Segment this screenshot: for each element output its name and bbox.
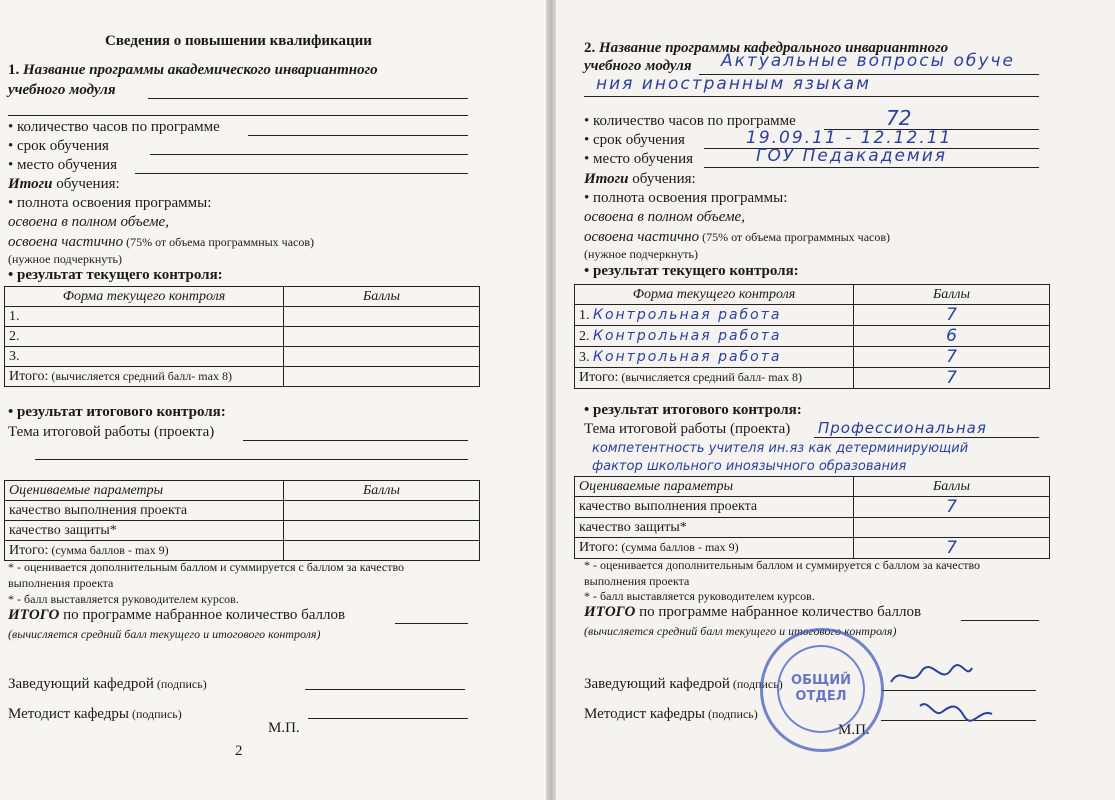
methodist-signature-label: Методист кафедры (подпись) — [584, 706, 758, 722]
topic-label: Тема итоговой работы (проекта) — [584, 421, 791, 437]
head-signature-line — [881, 690, 1036, 691]
footnote-1a: * - оценивается дополнительным баллом и суммируется с баллом за качество — [584, 558, 981, 572]
current-control-table — [4, 286, 480, 387]
program-label-2: учебного модуля — [8, 82, 116, 98]
term-value: 19.09.11 - 12.12.11 — [746, 128, 953, 148]
header-points: Баллы — [854, 285, 1050, 305]
stamp-text-1: ОБЩИЙ — [791, 673, 851, 688]
underline-note: (нужное подчеркнуть) — [8, 252, 122, 266]
term-line — [150, 154, 468, 155]
table-row — [5, 501, 480, 521]
mp-label: М.П. — [838, 722, 870, 738]
program-label-2: учебного модуля — [584, 58, 692, 74]
itogo-note: (вычисляется средний балл текущего и итогового контроля) — [584, 624, 897, 638]
topic-value-3: фактор школьного иноязычного образования — [592, 459, 907, 474]
points-cell — [284, 521, 480, 541]
topic-value-2: компетентность учителя ин.яз как детерминирующий — [592, 441, 969, 456]
stamp-text-2: ОТДЕЛ — [795, 689, 847, 704]
official-stamp-icon — [760, 628, 884, 752]
table-row — [5, 307, 480, 327]
points-cell: 7 — [854, 538, 1050, 559]
footnote-1a: * - оценивается дополнительным баллом и суммируется с баллом за качество — [8, 560, 405, 574]
itogo-line: ИТОГО по программе набранное количество баллов — [584, 604, 922, 620]
hours-label: • количество часов по программе — [584, 113, 796, 129]
itogo-line: ИТОГО по программе набранное количество баллов — [8, 607, 346, 623]
table-row — [5, 367, 480, 387]
program-line — [148, 98, 468, 99]
param-cell: качество выполнения проекта — [5, 501, 284, 521]
table-row — [575, 347, 1050, 368]
topic-line-2 — [35, 459, 468, 460]
header-form: Форма текущего контроля — [575, 285, 854, 305]
points-cell: 7 — [854, 497, 1050, 518]
topic-value-1: Профессиональная — [818, 419, 987, 437]
points-cell — [284, 367, 480, 387]
hours-label: • количество часов по программе — [8, 119, 220, 135]
program-line-2 — [584, 96, 1039, 97]
results-heading: Итоги обучения: — [584, 171, 696, 187]
table-row — [575, 538, 1050, 559]
head-signature-label: Заведующий кафедрой (подпись) — [8, 676, 207, 692]
header-points: Баллы — [284, 287, 480, 307]
header-points: Баллы — [284, 481, 480, 501]
points-cell — [284, 327, 480, 347]
row-form: 1. Контрольная работа — [575, 305, 854, 326]
header-form: Форма текущего контроля — [5, 287, 284, 307]
hours-value: 72 — [886, 106, 912, 130]
param-cell: качество выполнения проекта — [575, 497, 854, 518]
header-params: Оцениваемые параметры — [575, 477, 854, 497]
book-gutter — [546, 0, 556, 800]
final-control-label: • результат итогового контроля: — [584, 402, 802, 418]
table-row — [5, 327, 480, 347]
param-cell: качество защиты* — [575, 518, 854, 538]
program-label-1: 2. Название программы кафедрального инвариантного — [584, 40, 949, 56]
table-row — [5, 521, 480, 541]
completeness-label: • полнота освоения программы: — [584, 190, 788, 206]
row-form: 3. Контрольная работа — [575, 347, 854, 368]
header-params: Оцениваемые параметры — [5, 481, 284, 501]
total-cell: Итого: (вычисляется средний балл- max 8) — [5, 367, 284, 387]
points-cell: 7 — [854, 368, 1050, 389]
methodist-signature-line — [308, 718, 468, 719]
section-title: Сведения о повышении квалификации — [105, 33, 372, 49]
place-label: • место обучения — [584, 151, 694, 167]
itogo-line-blank — [961, 620, 1039, 621]
itogo-line-blank — [395, 623, 468, 624]
current-control-table — [574, 284, 1050, 389]
header-points: Баллы — [854, 477, 1050, 497]
points-cell: 7 — [854, 305, 1050, 326]
table-row — [575, 368, 1050, 389]
points-cell — [854, 518, 1050, 538]
topic-line — [243, 440, 468, 441]
methodist-signature-label: Методист кафедры (подпись) — [8, 706, 182, 722]
results-heading: Итоги обучения: — [8, 176, 120, 192]
final-control-table — [574, 476, 1050, 559]
row-form: 2. Контрольная работа — [575, 326, 854, 347]
topic-label: Тема итоговой работы (проекта) — [8, 424, 215, 440]
option-full: освоена в полном объеме, — [8, 214, 169, 230]
current-control-label: • результат текущего контроля: — [8, 267, 223, 283]
term-label: • срок обучения — [8, 138, 109, 154]
points-cell — [284, 541, 480, 561]
table-row — [575, 326, 1050, 347]
points-cell — [284, 501, 480, 521]
row-num: 1. — [5, 307, 284, 327]
total-cell: Итого: (сумма баллов - max 9) — [5, 541, 284, 561]
itogo-note: (вычисляется средний балл текущего и итогового контроля) — [8, 627, 321, 641]
points-cell — [284, 347, 480, 367]
place-label: • место обучения — [8, 157, 118, 173]
program-line-2 — [8, 115, 468, 116]
hours-line — [248, 135, 468, 136]
current-control-label: • результат текущего контроля: — [584, 263, 799, 279]
row-num: 3. — [5, 347, 284, 367]
head-signature-label: Заведующий кафедрой (подпись) — [584, 676, 783, 692]
option-partial: освоена частично (75% от объема программных часов) — [584, 229, 891, 245]
footnote-2: * - балл выставляется руководителем курсов. — [584, 589, 815, 603]
mp-label: М.П. — [268, 720, 300, 736]
table-row — [5, 347, 480, 367]
table-row — [575, 497, 1050, 518]
table-row — [5, 541, 480, 561]
final-control-table — [4, 480, 480, 561]
place-value: ГОУ Педакадемия — [756, 146, 948, 166]
total-cell: Итого: (сумма баллов - max 9) — [575, 538, 854, 559]
place-line — [135, 173, 468, 174]
head-signature-icon — [886, 660, 976, 690]
row-num: 2. — [5, 327, 284, 347]
left-page — [0, 0, 546, 800]
place-line — [704, 167, 1039, 168]
page-number: 2 — [235, 743, 243, 759]
methodist-signature-icon — [916, 696, 996, 726]
points-cell — [284, 307, 480, 327]
program-value-1: Актуальные вопросы обуче — [721, 51, 1015, 71]
head-signature-line — [305, 689, 465, 690]
program-label-1: 1. Название программы академического инвариантного — [8, 62, 378, 78]
points-cell: 6 — [854, 326, 1050, 347]
completeness-label: • полнота освоения программы: — [8, 195, 212, 211]
total-cell: Итого: (вычисляется средний балл- max 8) — [575, 368, 854, 389]
final-control-label: • результат итогового контроля: — [8, 404, 226, 420]
footnote-1b: выполнения проекта — [8, 576, 114, 590]
program-value-2: ния иностранным языкам — [596, 74, 871, 94]
table-row — [575, 518, 1050, 538]
option-partial: освоена частично (75% от объема программных часов) — [8, 234, 315, 250]
option-full: освоена в полном объеме, — [584, 209, 745, 225]
topic-line — [814, 437, 1039, 438]
underline-note: (нужное подчеркнуть) — [584, 247, 698, 261]
term-label: • срок обучения — [584, 132, 685, 148]
footnote-2: * - балл выставляется руководителем курсов. — [8, 592, 239, 606]
points-cell: 7 — [854, 347, 1050, 368]
table-row — [575, 305, 1050, 326]
footnote-1b: выполнения проекта — [584, 574, 690, 588]
param-cell: качество защиты* — [5, 521, 284, 541]
